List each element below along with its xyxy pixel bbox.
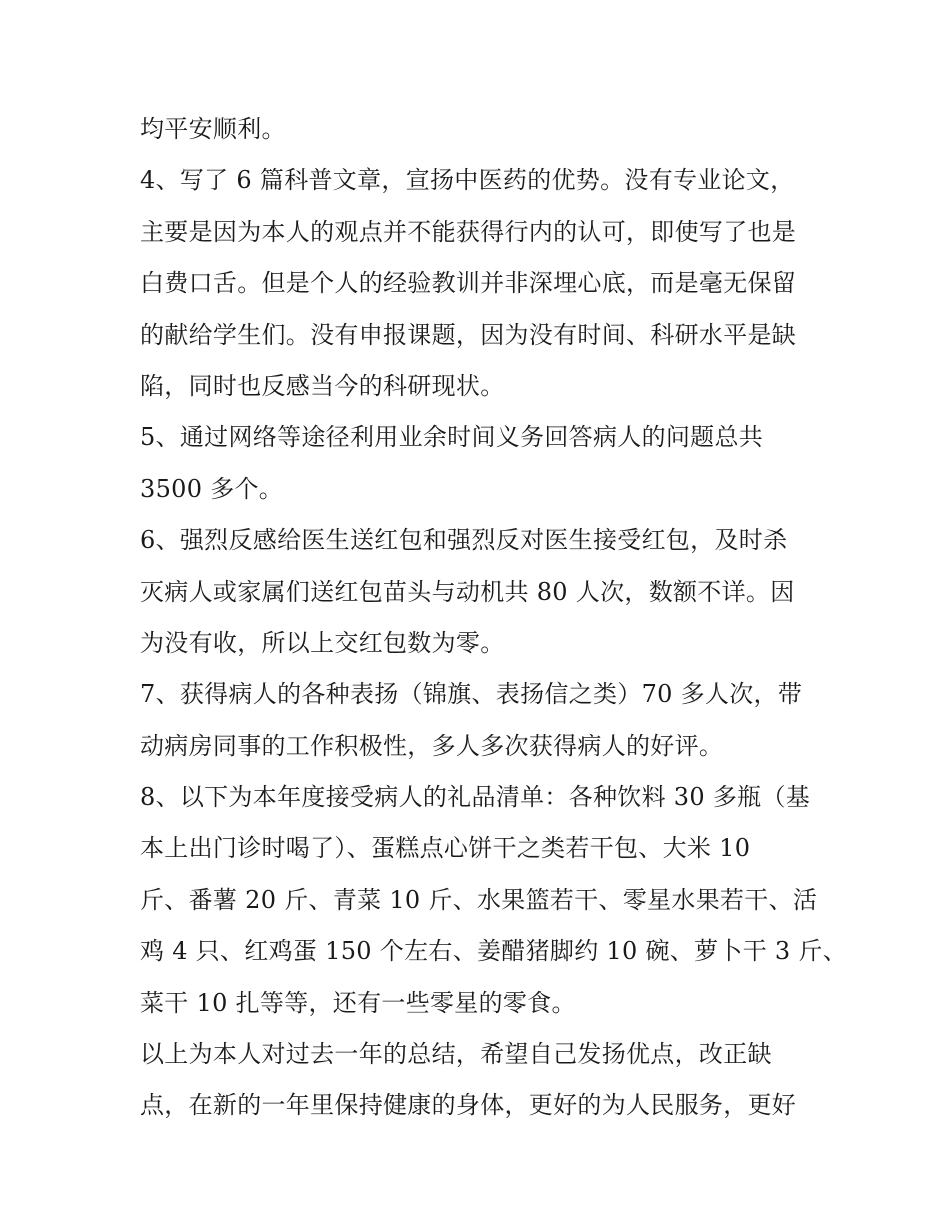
text-line: 菜干 10 扎等等，还有一些零星的零食。 — [140, 988, 576, 1017]
text-line: 陷，同时也反感当今的科研现状。 — [140, 371, 505, 400]
document-body — [140, 104, 848, 1132]
text-line: 灭病人或家属们送红包苗头与动机共 80 人次，数额不详。因 — [140, 577, 795, 606]
text-line: 5、通过网络等途径利用业余时间义务回答病人的问题总共 — [140, 423, 764, 452]
text-line: 7、获得病人的各种表扬（锦旗、表扬信之类）70 多人次，带 — [140, 680, 803, 709]
text-line: 3500 多个。 — [140, 474, 284, 503]
text-line: 动病房同事的工作积极性，多人多次获得病人的好评。 — [140, 731, 724, 760]
text-line: 本上出门诊时喝了）、蛋糕点心饼干之类若干包、大米 10 — [140, 834, 751, 863]
text-line: 白费口舌。但是个人的经验教训并非深埋心底，而是毫无保留 — [140, 269, 797, 298]
text-line: 点，在新的一年里保持健康的身体，更好的为人民服务，更好 — [140, 1091, 797, 1120]
text-line: 鸡 4 只、红鸡蛋 150 个左右、姜醋猪脚约 10 碗、萝卜干 3 斤、 — [140, 937, 848, 966]
text-line: 主要是因为本人的观点并不能获得行内的认可，即使写了也是 — [140, 217, 797, 246]
text-line: 8、以下为本年度接受病人的礼品清单：各种饮料 30 多瓶（基 — [140, 783, 811, 812]
text-line: 以上为本人对过去一年的总结，希望自己发扬优点，改正缺 — [140, 1040, 772, 1069]
text-line: 的献给学生们。没有申报课题，因为没有时间、科研水平是缺 — [140, 320, 797, 349]
text-line: 斤、番薯 20 斤、青菜 10 斤、水果篮若干、零星水果若干、活 — [140, 885, 818, 914]
text-line: 6、强烈反感给医生送红包和强烈反对医生接受红包，及时杀 — [140, 526, 788, 555]
text-line: 4、写了 6 篇科普文章，宣扬中医药的优势。没有专业论文， — [140, 166, 795, 195]
text-line: 为没有收，所以上交红包数为零。 — [140, 628, 505, 657]
text-line: 均平安顺利。 — [140, 115, 286, 143]
